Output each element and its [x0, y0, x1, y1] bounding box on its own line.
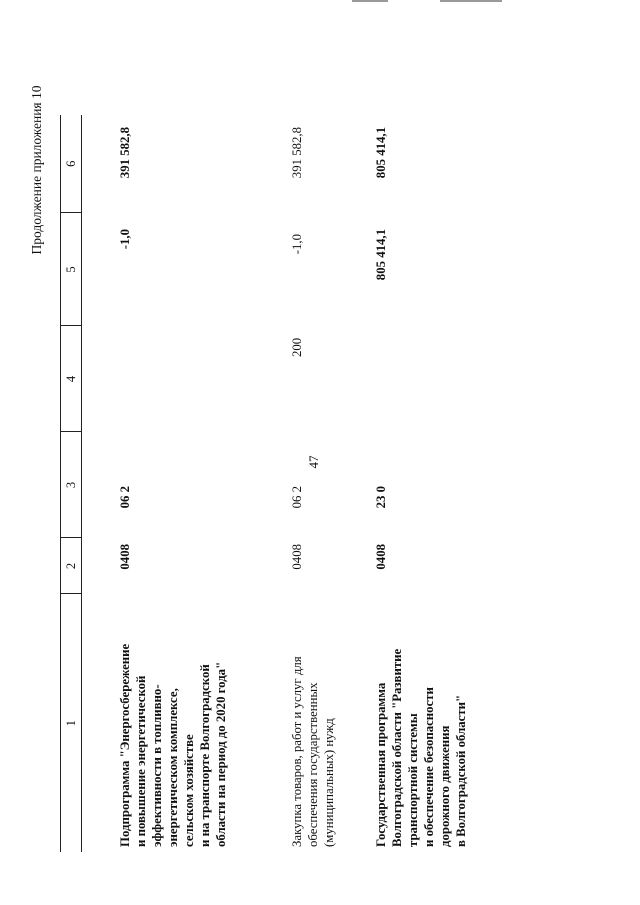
row-name-line: Волгоградской области "Развитие [390, 648, 404, 847]
table-row [82, 115, 243, 852]
appendix-continuation-note: Продолжение приложения 10 [29, 85, 44, 255]
scan-artifact-mark [352, 0, 388, 2]
row-name-line: и повышение энергетической [134, 675, 148, 847]
expense-type-cell [82, 326, 243, 432]
table-row [242, 115, 363, 852]
change-amount-cell [363, 213, 553, 326]
change-amount-cell [82, 213, 243, 326]
change-amount-value: 805 414,1 [374, 229, 388, 281]
row-name-cell [363, 594, 553, 852]
change-amount-value: -1,0 [118, 229, 132, 250]
landscape-page [60, 115, 585, 852]
column-header: 4 [61, 326, 82, 432]
target-article-cell: 06 2 [290, 486, 304, 509]
total-amount-cell: 391 582,8 [290, 127, 304, 179]
change-amount-value: -1,0 [290, 234, 304, 255]
page-number: 47 [306, 455, 321, 469]
total-amount-cell: 391 582,8 [118, 127, 132, 179]
section-code-cell: 0408 [374, 544, 388, 570]
column-header: 1 [61, 594, 82, 852]
column-header: 2 [61, 538, 82, 594]
column-number-row [61, 115, 82, 852]
row-name-line: Закупка товаров, работ и услуг для [290, 656, 304, 847]
row-name-line: области на период до 2020 года" [214, 661, 228, 847]
column-header: 3 [61, 432, 82, 538]
budget-table [60, 115, 553, 852]
target-article-cell: 23 0 [374, 486, 388, 509]
column-header: 5 [61, 213, 82, 326]
table-row [363, 115, 553, 852]
rotated-page-frame [60, 115, 585, 852]
section-code-cell: 0408 [290, 544, 304, 570]
section-code-cell: 0408 [118, 544, 132, 570]
row-name-cell [242, 594, 363, 852]
row-name-line: дорожного движения [438, 725, 452, 847]
row-name-line: Государственная программа [374, 682, 388, 847]
column-header: 6 [61, 115, 82, 213]
target-article-cell: 06 2 [118, 486, 132, 509]
change-amount-cell [242, 213, 363, 326]
row-name-line: транспортной системы [406, 713, 420, 847]
row-name-cell [82, 594, 243, 852]
row-name-line: и на транспорте Волгоградской [198, 664, 212, 847]
row-name-line: эффективности в топливно- [150, 684, 164, 847]
row-name-line: сельском хозяйстве [182, 734, 196, 847]
row-name-line: и обеспечение безопасности [422, 687, 436, 847]
row-name-line: (муниципальных) нужд [322, 718, 336, 847]
scan-artifact-mark [440, 0, 502, 2]
row-name-line: Подпрограмма "Энергосбережение [118, 643, 132, 847]
row-name-line: энергетическом комплексе, [166, 688, 180, 847]
expense-type-cell [363, 326, 553, 432]
expense-type-cell: 200 [290, 337, 304, 357]
row-name-line: в Волгоградской области" [454, 694, 468, 847]
row-name-line: обеспечения государственных [306, 682, 320, 847]
total-amount-cell: 805 414,1 [374, 127, 388, 179]
